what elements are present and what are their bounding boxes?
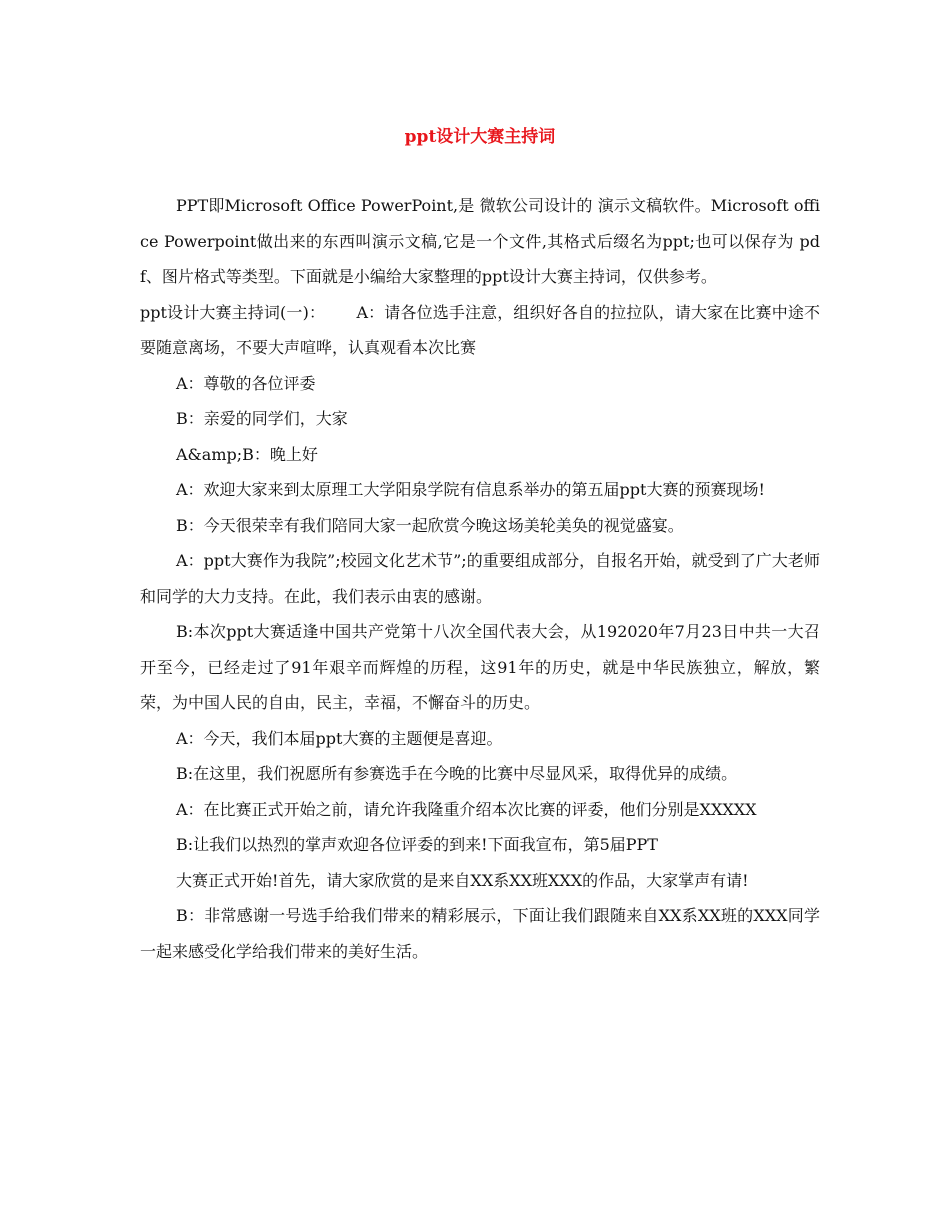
paragraph: A：ppt大赛作为我院”;校园文化艺术节”;的重要组成部分，自报名开始，就受到了广大老师和同学的大力支持。在此，我们表示由衷的感谢。 [140,551,820,606]
paragraph: A：在比赛正式开始之前，请允许我隆重介绍本次比赛的评委，他们分别是XXXXX [176,799,757,819]
paragraph: B:在这里，我们祝愿所有参赛选手在今晚的比赛中尽显风采，取得优异的成绩。 [176,764,738,783]
paragraph: 大赛正式开始!首先，请大家欣赏的是来自XX系XX班XXX的作品，大家掌声有请! [176,870,749,890]
document-page [140,120,820,969]
paragraph: B：亲爱的同学们，大家 [176,409,348,428]
paragraph: B:本次ppt大赛适逢中国共产党第十八次全国代表大会，从192020年7月23日中共一大召开至今，已经走过了91年艰辛而辉煌的历程，这91年的历史，就是中华民族独立，解放，繁荣，为中国人民的自由，民主，幸福，不懈奋斗的历史。 [140,622,820,712]
paragraph: B：非常感谢一号选手给我们带来的精彩展示，下面让我们跟随来自XX系XX班的XXX同学一起来感受化学给我们带来的美好生活。 [140,906,820,961]
paragraph: B:让我们以热烈的掌声欢迎各位评委的到来!下面我宣布，第5届PPT [176,835,658,854]
paragraph: B：今天很荣幸有我们陪同大家一起欣赏今晚这场美轮美奂的视觉盛宴。 [176,515,684,535]
paragraph: PPT即Microsoft Office PowerPoint,是 微软公司设计的 演示文稿软件。Microsoft office Powerpoint做出来的东西叫演示文稿,它是一个文件,其格式后缀名为ppt;也可以保存为 pdf、图片格式等类型。下面就是小编给大家整理的ppt设计大赛主持词，仅供参考。 [140,196,820,286]
document-title: ppt设计大赛主持词 [404,127,556,147]
paragraph: A：今天，我们本届ppt大赛的主题便是喜迎。 [176,728,503,748]
paragraph: A：欢迎大家来到太原理工大学阳泉学院有信息系举办的第五届ppt大赛的预赛现场! [176,480,765,499]
paragraph: ppt设计大赛主持词(一)： A：请各位选手注意，组织好各自的拉拉队，请大家在比赛中途不要随意离场，不要大声喧哗，认真观看本次比赛 [140,302,820,357]
paragraph: A&amp;B：晚上好 [176,444,318,464]
paragraph: A：尊敬的各位评委 [176,373,316,393]
document-body [140,188,820,969]
